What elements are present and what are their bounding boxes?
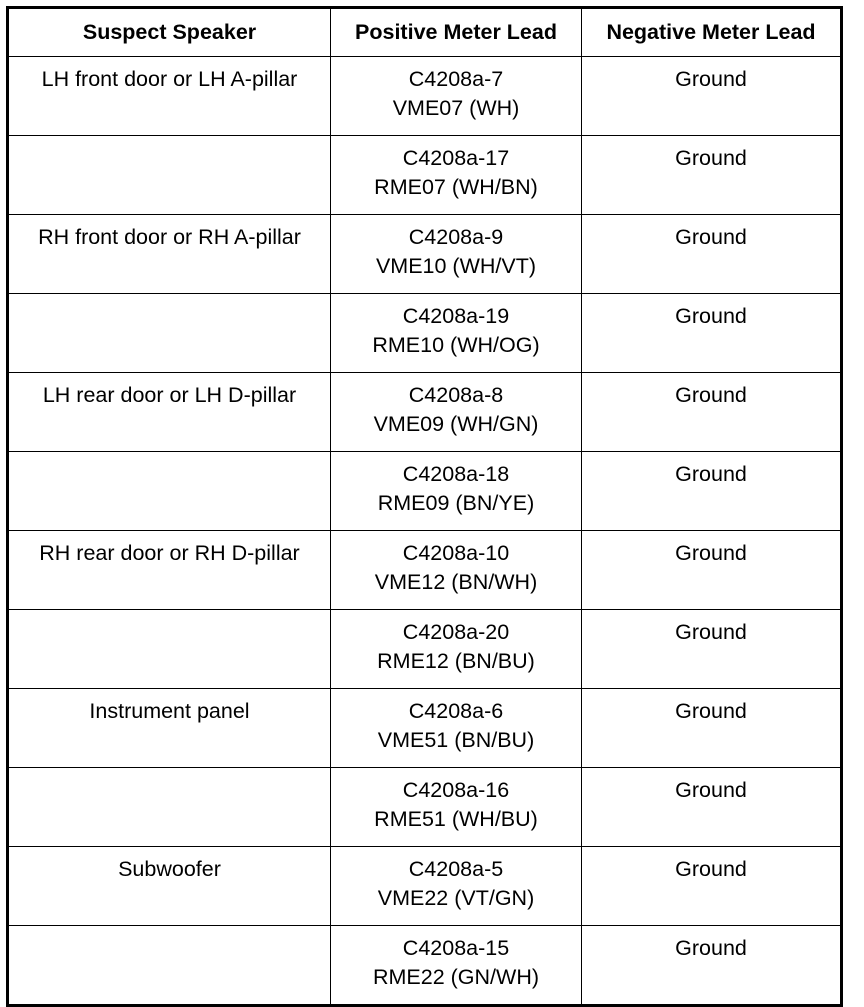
positive-meter-lead-cell <box>331 452 582 531</box>
connector-pin: C4208a-8 <box>408 383 504 407</box>
connector-pin: C4208a-5 <box>408 857 504 881</box>
suspect-speaker-cell: LH rear door or LH D-pillar <box>8 373 331 452</box>
header-positive-meter-lead: Positive Meter Lead <box>331 8 582 57</box>
table-row <box>8 768 842 847</box>
circuit-id: RME07 (WH/BN) <box>374 175 538 199</box>
connector-pin: C4208a-19 <box>402 304 510 328</box>
header-suspect-speaker: Suspect Speaker <box>8 8 331 57</box>
circuit-id: VME09 (WH/GN) <box>373 412 539 436</box>
negative-meter-lead-cell: Ground <box>582 57 842 136</box>
negative-meter-lead-cell: Ground <box>582 847 842 926</box>
suspect-speaker-cell <box>8 136 331 215</box>
circuit-id: RME10 (WH/OG) <box>372 333 540 357</box>
negative-meter-lead-cell: Ground <box>582 610 842 689</box>
positive-meter-lead-cell <box>331 294 582 373</box>
connector-pin: C4208a-18 <box>402 462 510 486</box>
suspect-speaker-cell <box>8 294 331 373</box>
document-page <box>6 6 843 1007</box>
suspect-speaker-cell: RH front door or RH A-pillar <box>8 215 331 294</box>
table-row <box>8 215 842 294</box>
negative-meter-lead-cell: Ground <box>582 136 842 215</box>
connector-pin: C4208a-16 <box>402 778 510 802</box>
connector-pin: C4208a-17 <box>402 146 510 170</box>
suspect-speaker-cell: RH rear door or RH D-pillar <box>8 531 331 610</box>
negative-meter-lead-cell: Ground <box>582 689 842 768</box>
negative-meter-lead-cell: Ground <box>582 373 842 452</box>
suspect-speaker-cell <box>8 452 331 531</box>
circuit-id: VME51 (BN/BU) <box>377 728 535 752</box>
circuit-id: VME10 (WH/VT) <box>375 254 537 278</box>
connector-pin: C4208a-9 <box>408 225 504 249</box>
positive-meter-lead-cell <box>331 768 582 847</box>
positive-meter-lead-cell <box>331 373 582 452</box>
negative-meter-lead-cell: Ground <box>582 452 842 531</box>
suspect-speaker-cell <box>8 926 331 1006</box>
table-row <box>8 452 842 531</box>
circuit-id: RME51 (WH/BU) <box>374 807 538 831</box>
table-row <box>8 926 842 1006</box>
suspect-speaker-cell: Subwoofer <box>8 847 331 926</box>
circuit-id: RME09 (BN/YE) <box>377 491 535 515</box>
circuit-id: VME07 (WH) <box>392 96 520 120</box>
positive-meter-lead-cell <box>331 531 582 610</box>
suspect-speaker-cell <box>8 610 331 689</box>
positive-meter-lead-cell <box>331 926 582 1006</box>
connector-pin: C4208a-10 <box>402 541 510 565</box>
negative-meter-lead-cell: Ground <box>582 531 842 610</box>
positive-meter-lead-cell <box>331 57 582 136</box>
header-negative-meter-lead: Negative Meter Lead <box>582 8 842 57</box>
positive-meter-lead-cell <box>331 689 582 768</box>
suspect-speaker-cell <box>8 768 331 847</box>
table-row <box>8 136 842 215</box>
positive-meter-lead-cell <box>331 847 582 926</box>
suspect-speaker-cell: Instrument panel <box>8 689 331 768</box>
negative-meter-lead-cell: Ground <box>582 294 842 373</box>
negative-meter-lead-cell: Ground <box>582 768 842 847</box>
positive-meter-lead-cell <box>331 136 582 215</box>
negative-meter-lead-cell: Ground <box>582 926 842 1006</box>
positive-meter-lead-cell <box>331 610 582 689</box>
connector-pin: C4208a-15 <box>402 936 510 960</box>
positive-meter-lead-cell <box>331 215 582 294</box>
table-row <box>8 294 842 373</box>
circuit-id: VME12 (BN/WH) <box>374 570 538 594</box>
table-row <box>8 689 842 768</box>
table-row <box>8 531 842 610</box>
table-header-row <box>8 8 842 57</box>
suspect-speaker-cell: LH front door or LH A-pillar <box>8 57 331 136</box>
table-row <box>8 57 842 136</box>
connector-pin: C4208a-20 <box>402 620 510 644</box>
connector-pin: C4208a-6 <box>408 699 504 723</box>
table-row <box>8 373 842 452</box>
table-body <box>8 57 842 1006</box>
circuit-id: RME22 (GN/WH) <box>372 965 540 989</box>
circuit-id: RME12 (BN/BU) <box>377 649 535 673</box>
negative-meter-lead-cell: Ground <box>582 215 842 294</box>
table-row <box>8 847 842 926</box>
connector-pin: C4208a-7 <box>408 67 504 91</box>
circuit-id: VME22 (VT/GN) <box>377 886 535 910</box>
table-row <box>8 610 842 689</box>
speaker-test-table <box>6 6 843 1007</box>
